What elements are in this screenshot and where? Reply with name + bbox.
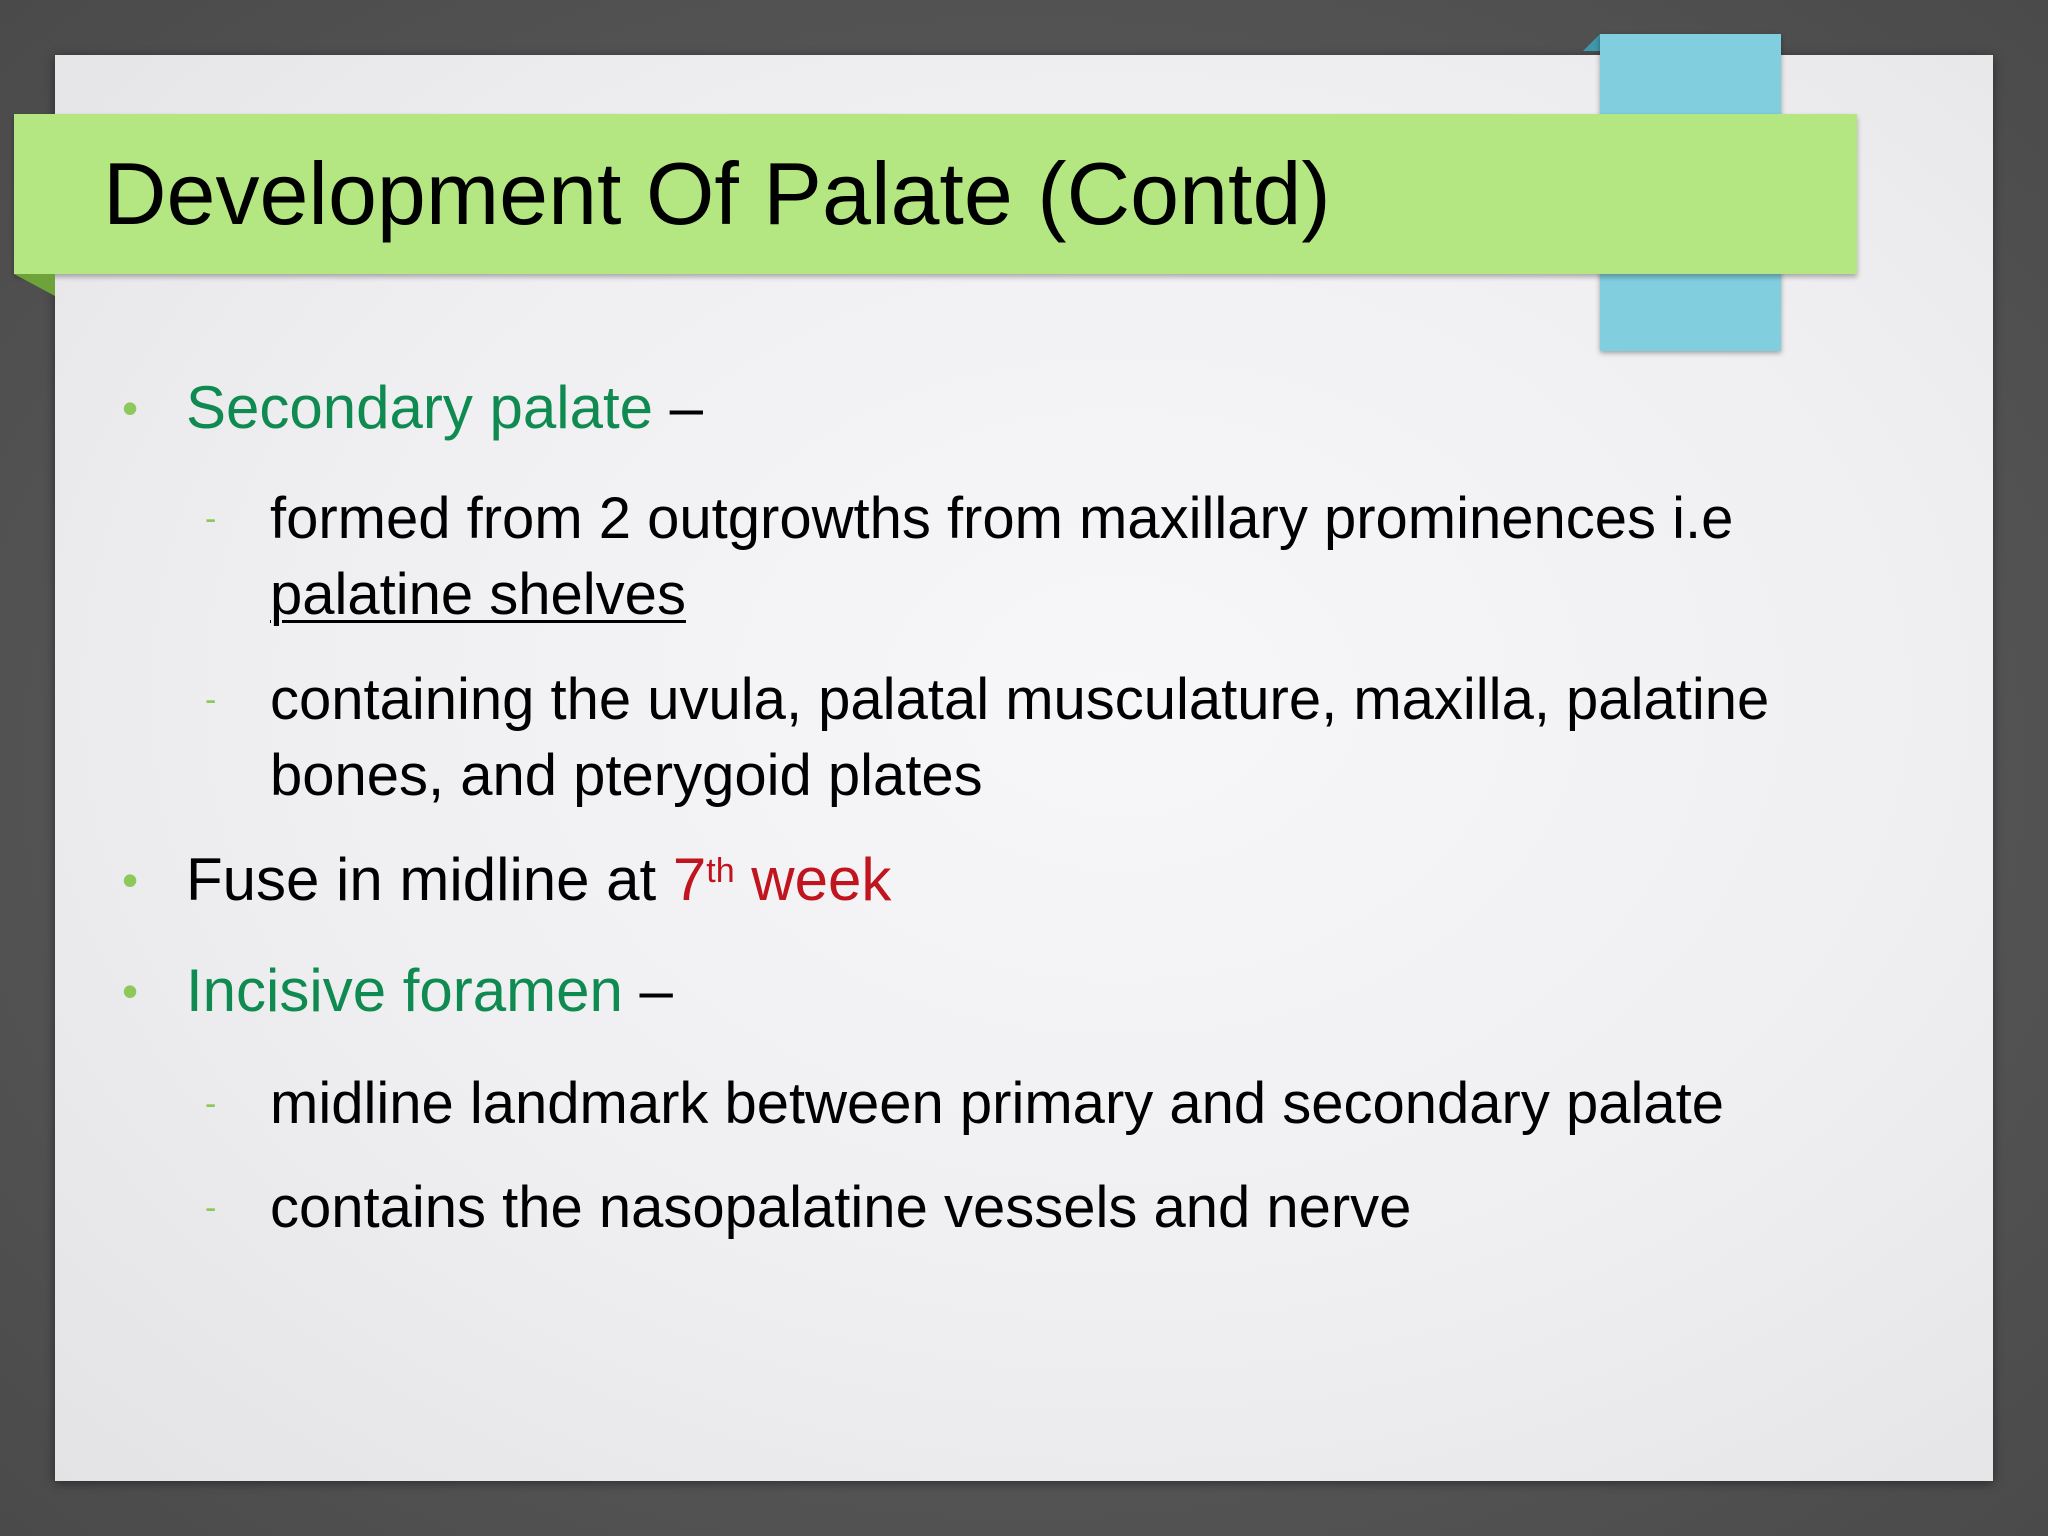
fuse-ordinal-suffix: th xyxy=(706,852,735,890)
fuse-number: 7 xyxy=(672,846,707,913)
sub-item-nasopalatine: contains the nasopalatine vessels and nerve xyxy=(270,1175,1412,1240)
dash-icon: - xyxy=(205,1085,217,1123)
bullet-icon: • xyxy=(122,965,139,1017)
bullet-incisive-foramen xyxy=(186,955,673,1027)
bullet-secondary-palate xyxy=(186,372,703,444)
slide-title: Development Of Palate (Contd) xyxy=(103,144,1331,243)
fuse-text: Fuse in midline at xyxy=(186,846,673,913)
sub-item-formed-line2 xyxy=(270,557,686,633)
sub-item-containing-line1: containing the uvula, palatal musculature, maxilla, palatine xyxy=(270,667,1770,732)
term-secondary-palate: Secondary palate xyxy=(186,374,653,441)
sub-item-formed-line1: formed from 2 outgrowths from maxillary prominences i.e xyxy=(270,486,1734,551)
bullet-icon: • xyxy=(122,854,139,906)
dash-icon: - xyxy=(205,681,217,719)
underlined-term-palatine-shelves: palatine shelves xyxy=(270,562,686,627)
bullet-fuse-midline xyxy=(186,844,891,916)
term-incisive-foramen: Incisive foramen xyxy=(186,957,623,1024)
sub-item-midline-landmark: midline landmark between primary and secondary palate xyxy=(270,1071,1724,1136)
sub-item-containing-line2: bones, and pterygoid plates xyxy=(270,743,983,808)
term-separator: – xyxy=(622,957,673,1024)
fuse-week: week xyxy=(734,846,892,913)
term-separator: – xyxy=(653,374,704,441)
dash-icon: - xyxy=(205,1189,217,1227)
dash-icon: - xyxy=(205,500,217,538)
bullet-icon: • xyxy=(122,382,139,434)
